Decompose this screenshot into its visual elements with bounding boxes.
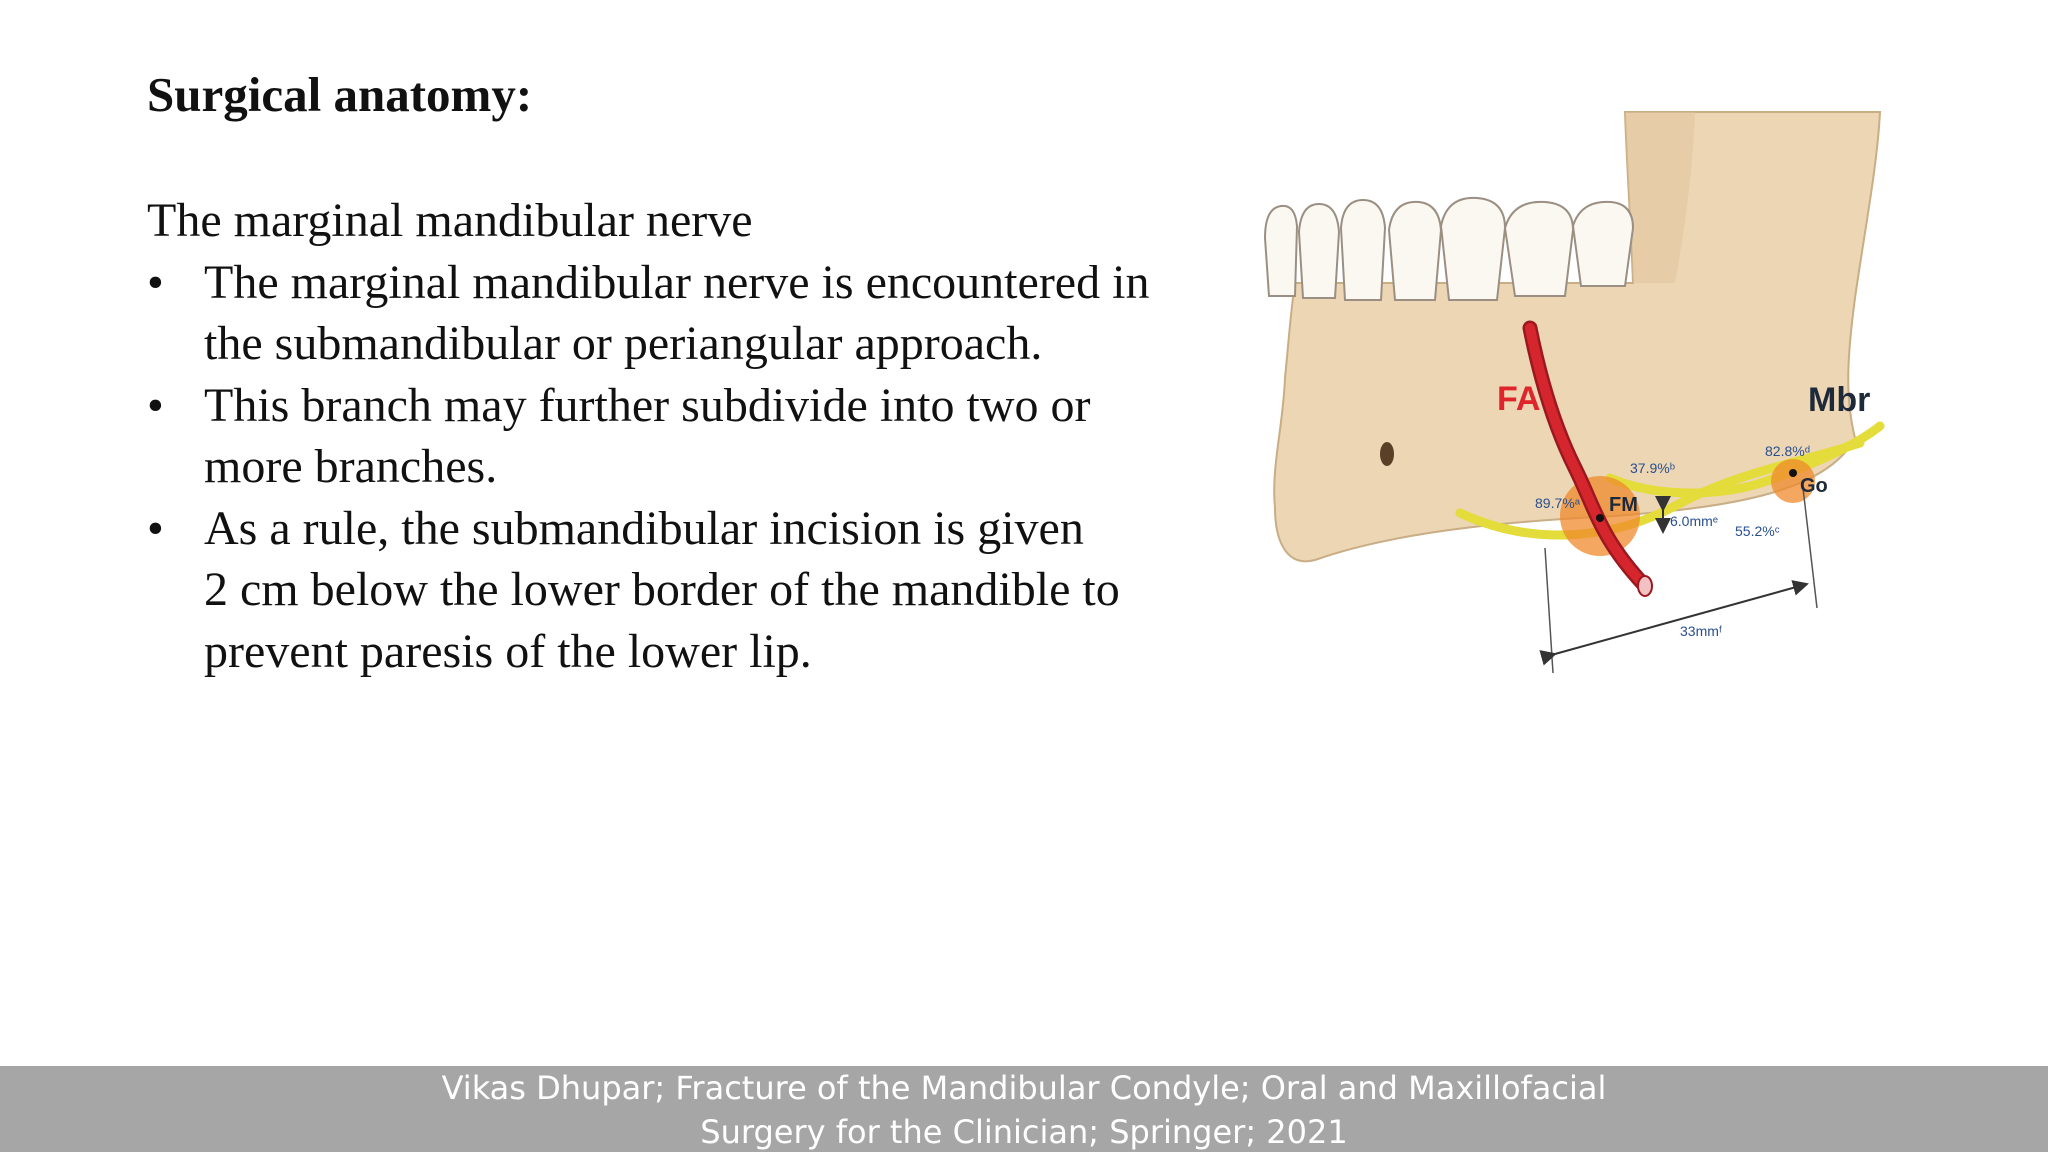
bullet-line: the submandibular or periangular approach.: [204, 317, 1043, 370]
bullet-marker: •: [147, 378, 164, 432]
bullet-item: [147, 375, 1237, 498]
fm-point: [1596, 514, 1604, 522]
label-go: Go: [1800, 475, 1828, 497]
label-mbr: Mbr: [1808, 381, 1871, 419]
bullet-list: [147, 252, 1237, 683]
bullet-line: more branches.: [204, 440, 498, 493]
label-dist-horizontal: 33mmᶠ: [1680, 623, 1723, 639]
bullet-line: As a rule, the submandibular incision is given: [204, 501, 1084, 555]
measure-left-guide: [1545, 548, 1553, 673]
label-dist-vertical: 6.0mmᵉ: [1670, 513, 1718, 529]
mandible-diagram: [1255, 108, 1890, 680]
bullet-marker: •: [147, 255, 164, 309]
bullet-marker: •: [147, 501, 164, 555]
bullet-line: This branch may further subdivide into two or: [204, 378, 1091, 432]
label-pct-lower: 55.2%ᶜ: [1735, 523, 1780, 539]
label-pct-go: 82.8%ᵈ: [1765, 443, 1810, 459]
measure-horizontal-arrow: [1555, 584, 1807, 654]
bullet-item: [147, 498, 1237, 683]
bullet-item: [147, 252, 1237, 375]
mandible-illustration: [1255, 108, 1890, 680]
label-pct-upper: 37.9%ᵇ: [1630, 460, 1675, 476]
subheading: The marginal mandibular nerve: [147, 194, 753, 247]
citation-line-1: Vikas Dhupar; Fracture of the Mandibular Condyle; Oral and Maxillofacial: [441, 1069, 1607, 1107]
label-fa: FA: [1497, 380, 1541, 418]
bullet-line: The marginal mandibular nerve is encountered in: [204, 255, 1150, 309]
citation-footer: [0, 1066, 2048, 1152]
label-fm: FM: [1609, 494, 1638, 516]
artery-end: [1638, 576, 1652, 596]
citation-line-2: Surgery for the Clinician; Springer; 2021: [700, 1113, 1348, 1151]
label-pct-fm: 89.7%ᵃ: [1535, 495, 1580, 511]
bullet-line: 2 cm below the lower border of the mandible to: [204, 563, 1120, 616]
measure-right-guide: [1803, 488, 1817, 608]
bullet-line: prevent paresis of the lower lip.: [204, 624, 812, 678]
go-point: [1789, 469, 1797, 477]
slide-title: Surgical anatomy:: [147, 67, 533, 122]
mental-foramen: [1380, 442, 1394, 466]
slide-body: [147, 190, 1237, 682]
